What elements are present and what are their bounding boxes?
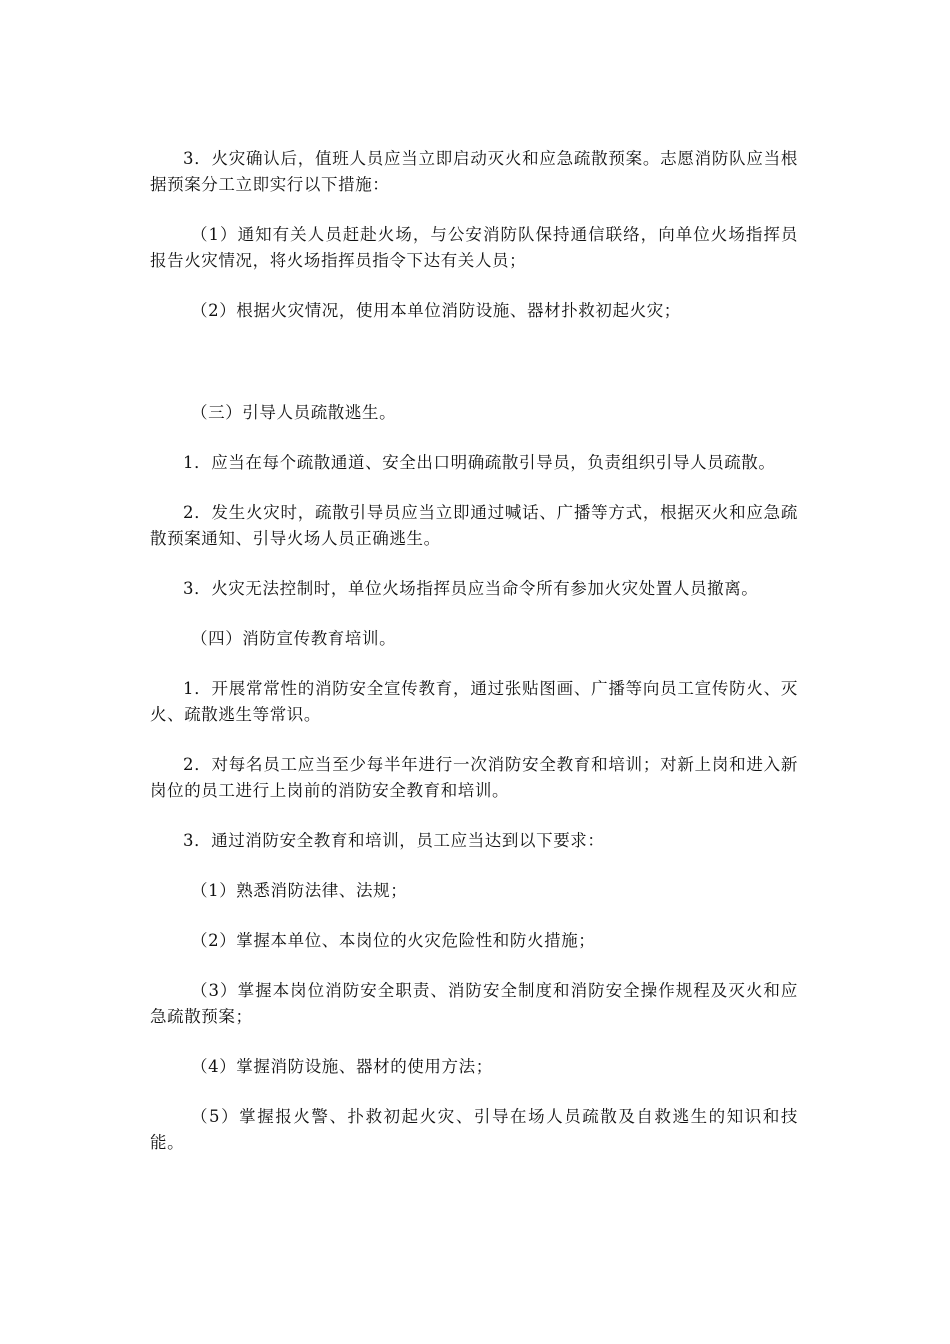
paragraph-publicity: 1．开展常常性的消防安全宣传教育，通过张贴图画、广播等向员工宣传防火、灭火、疏散逃生等常识。 [150,679,798,724]
paragraph-notify-personnel: （1）通知有关人员赶赴火场，与公安消防队保持通信联络，向单位火场指挥员报告火灾情况，将火场指挥员指令下达有关人员； [150,225,798,270]
section-heading-evacuation: （三）引导人员疏散逃生。 [191,403,397,422]
paragraph-training-requirements: 3．通过消防安全教育和培训，员工应当达到以下要求： [183,831,605,850]
list-item-equipment: （4）掌握消防设施、器材的使用方法； [191,1057,493,1076]
paragraph-guide-escape: 2．发生火灾时，疏散引导员应当立即通过喊话、广播等方式，根据灭火和应急疏散预案通知、引导火场人员正确逃生。 [150,503,798,548]
section-heading-training: （四）消防宣传教育培训。 [191,629,397,648]
paragraph-fire-confirmed: 3．火灾确认后，值班人员应当立即启动灭火和应急疏散预案。志愿消防队应当根据预案分工立即实行以下措施： [150,149,798,194]
paragraph-evacuation-guides: 1．应当在每个疏散通道、安全出口明确疏散引导员，负责组织引导人员疏散。 [183,453,776,472]
document-page [150,146,798,1156]
paragraph-training-frequency: 2．对每名员工应当至少每半年进行一次消防安全教育和培训；对新上岗和进入新岗位的员工进行上岗前的消防安全教育和培训。 [150,755,798,800]
paragraph-extinguish-initial-fire: （2）根据火灾情况，使用本单位消防设施、器材扑救初起火灾； [191,301,681,320]
paragraph-withdraw: 3．火灾无法控制时，单位火场指挥员应当命令所有参加火灾处置人员撤离。 [183,579,759,598]
list-item-duties: （3）掌握本岗位消防安全职责、消防安全制度和消防安全操作规程及灭火和应急疏散预案； [150,981,798,1026]
list-item-laws: （1）熟悉消防法律、法规； [191,881,408,900]
list-item-hazards: （2）掌握本单位、本岗位的火灾危险性和防火措施； [191,931,596,950]
list-item-skills: （5）掌握报火警、扑救初起火灾、引导在场人员疏散及自救逃生的知识和技能。 [150,1107,798,1152]
